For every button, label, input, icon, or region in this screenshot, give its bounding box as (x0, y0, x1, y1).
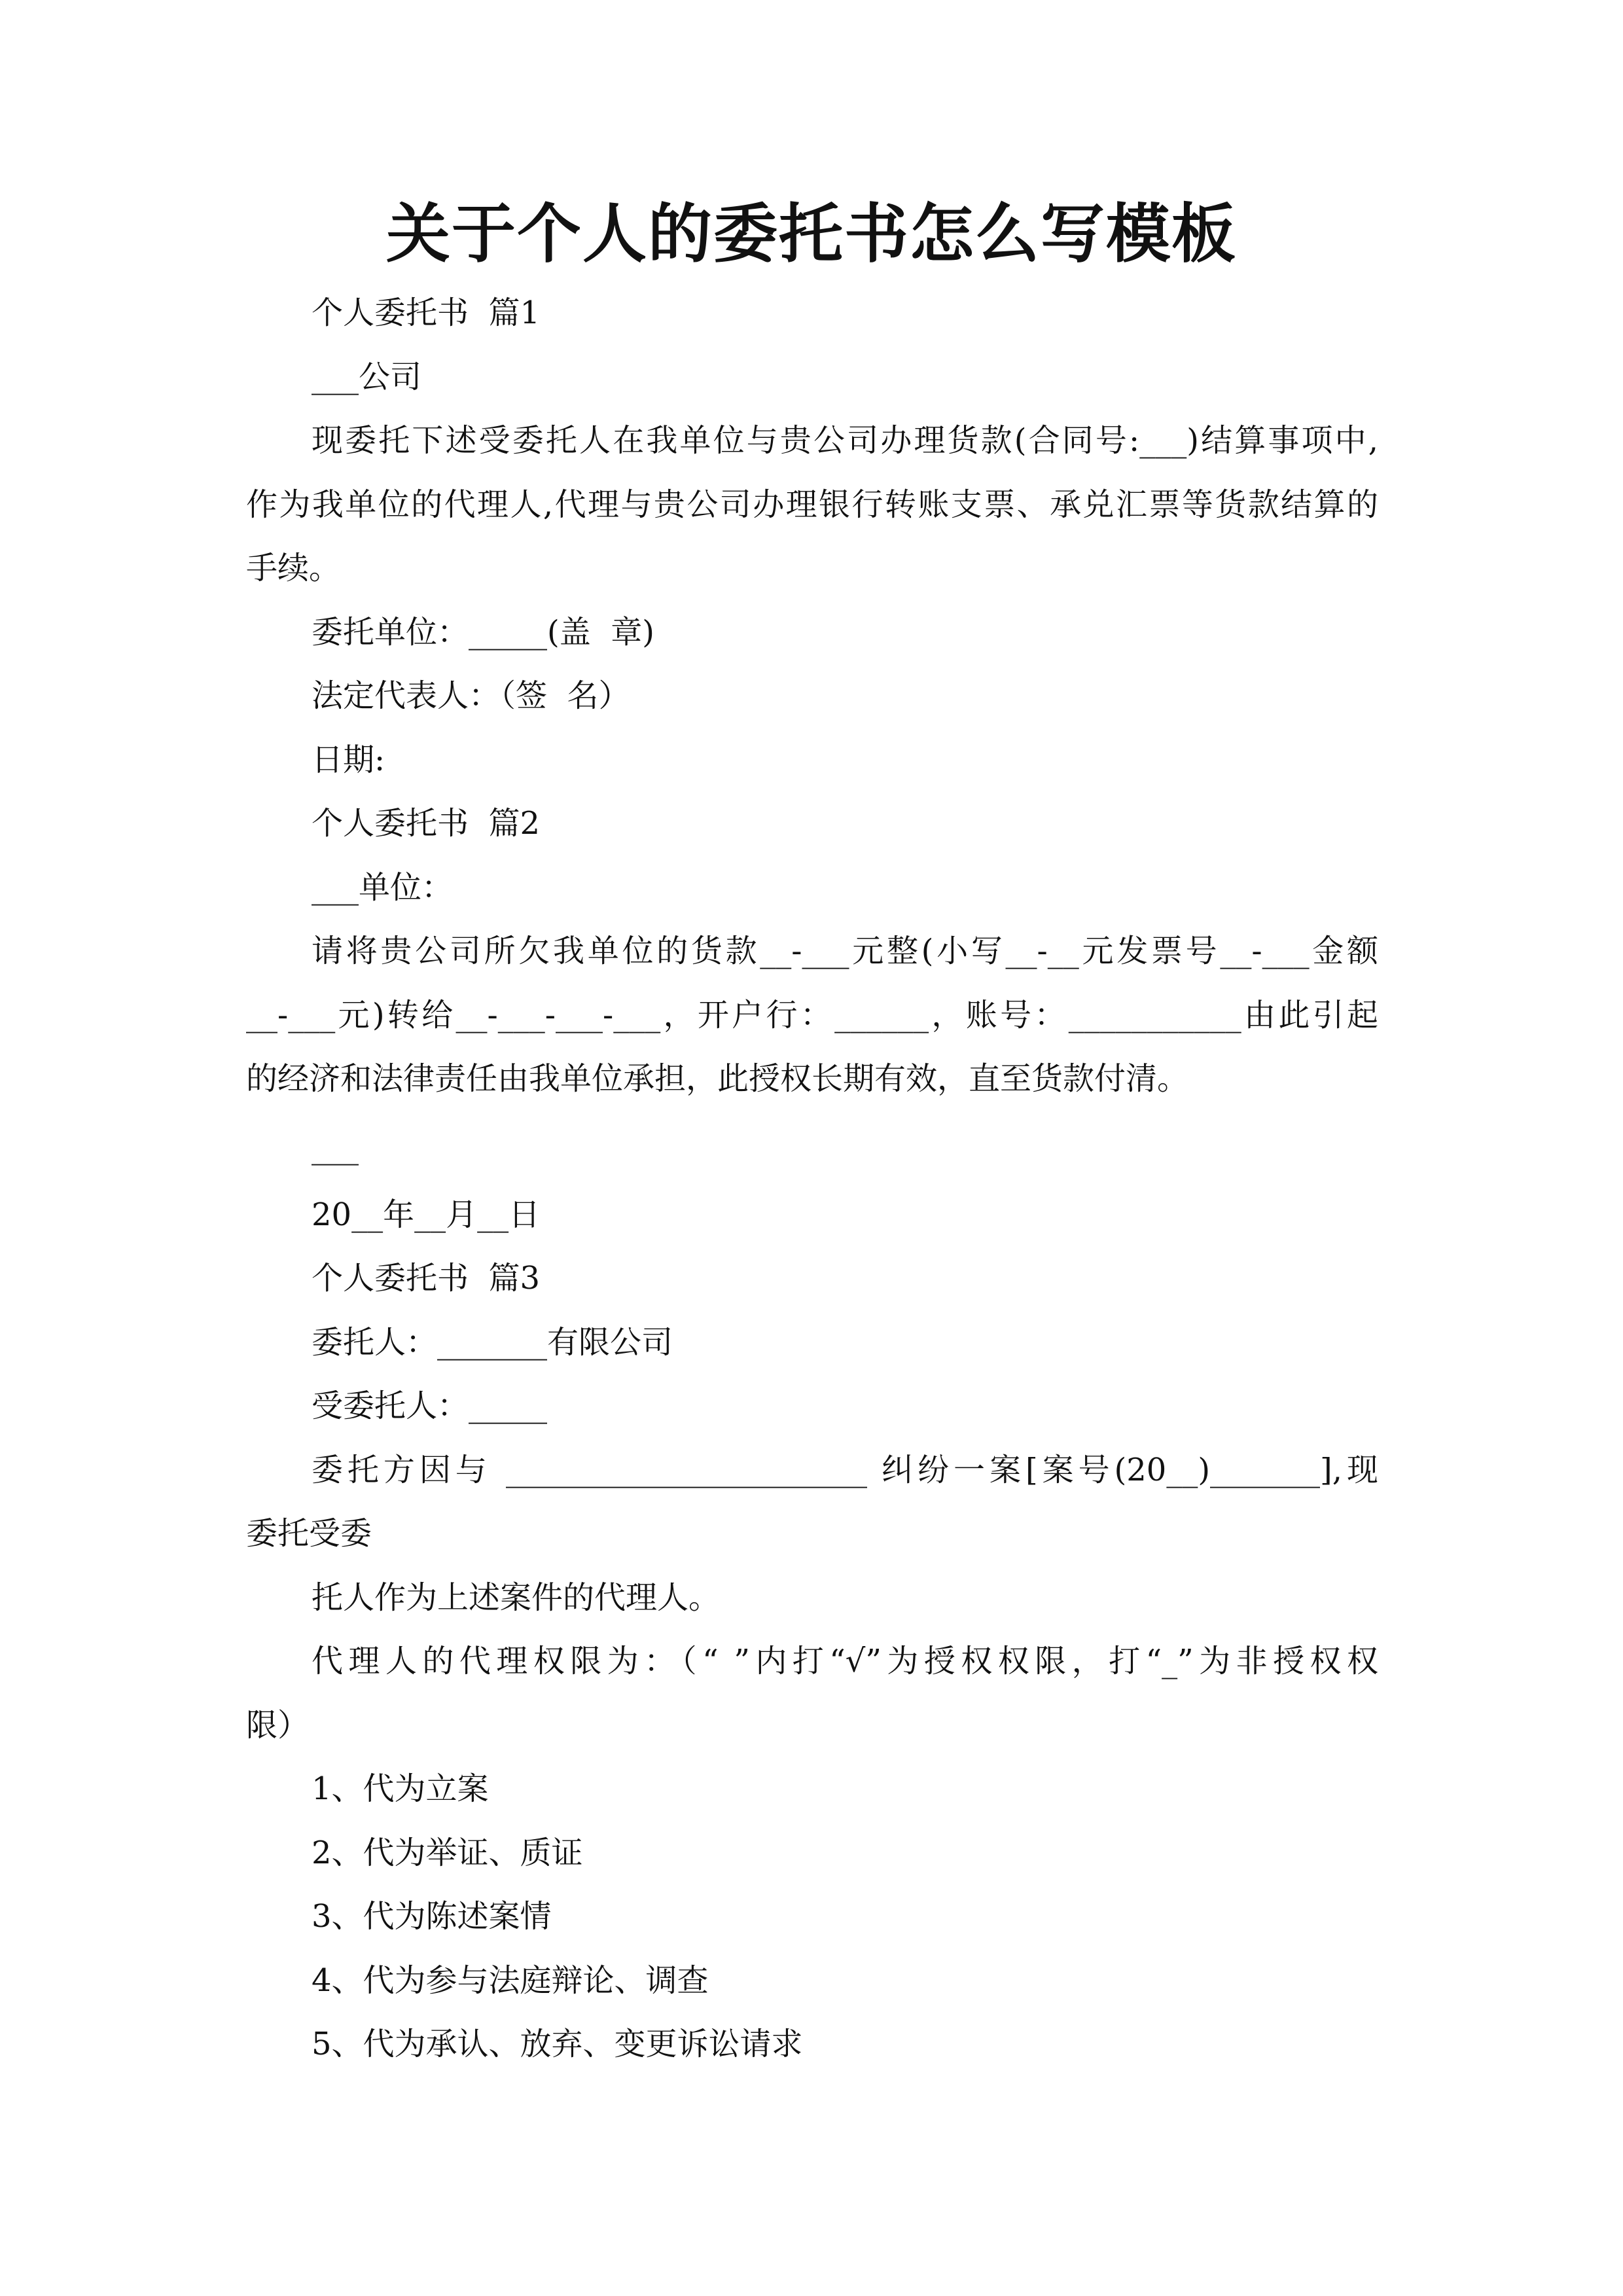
section-3-item: 1、代为立案 (312, 1770, 489, 1807)
section-2-signature: ___ (312, 1128, 359, 1166)
section-3-item: 2、代为举证、质证 (312, 1834, 583, 1871)
section-1-body-line: 作为我单位的代理人,代理与贵公司办理银行转账支票、承兑汇票等货款结算的 (246, 486, 1378, 523)
section-3-scope-line: 限） (246, 1706, 310, 1744)
section-1-body-line: 手续。 (246, 550, 341, 586)
section-1-heading: 个人委托书 篇1 (312, 295, 541, 331)
section-1-principal: 委托单位：_____(盖 章) (312, 613, 654, 651)
section-3-case-line: 委托受委 (246, 1515, 372, 1552)
section-3-item: 5、代为承认、放弃、变更诉讼请求 (312, 2026, 803, 2062)
section-2-body-line: 的经济和法律责任由我单位承担，此授权长期有效，直至货款付清。 (246, 1060, 1189, 1097)
section-2-body-line: __-___元)转给__-___-___-___，开户行：______，账号：___________由此引起 (246, 996, 1378, 1033)
section-2-body-line: 请将贵公司所欠我单位的货款__-___元整(小写__-__元发票号__-___金额 (312, 933, 1378, 969)
section-3-case-line: 委托方因与 _______________________ 纠纷一案[案号(20__)_______],现 (312, 1451, 1378, 1488)
section-1-date: 日期: (312, 741, 385, 778)
section-2-date: 20__年__月__日 (312, 1196, 541, 1233)
section-1-addressee: ___公司 (312, 358, 422, 395)
section-3-scope-line: 代理人的代理权限为：（“ ”内打“√”为授权权限，打“_”为非授权权 (312, 1643, 1378, 1679)
document-body (246, 281, 1378, 2077)
section-3-item: 3、代为陈述案情 (312, 1898, 552, 1935)
document-title: 关于个人的委托书怎么写模板 (385, 196, 1237, 272)
section-2-addressee: ___单位： (312, 869, 454, 906)
section-3-heading: 个人委托书 篇3 (312, 1260, 541, 1297)
section-2-heading: 个人委托书 篇2 (312, 805, 541, 842)
section-3-principal: 委托人：_______有限公司 (312, 1323, 673, 1361)
section-1-body-line: 现委托下述受委托人在我单位与贵公司办理货款(合同号:___)结算事项中, (312, 422, 1378, 459)
section-3-agent: 受委托人：_____ (312, 1388, 548, 1424)
section-3-agent-role: 托人作为上述案件的代理人。 (312, 1579, 721, 1616)
section-1-legal-rep: 法定代表人：（签 名） (312, 677, 630, 714)
section-3-item: 4、代为参与法庭辩论、调查 (312, 1962, 709, 1999)
